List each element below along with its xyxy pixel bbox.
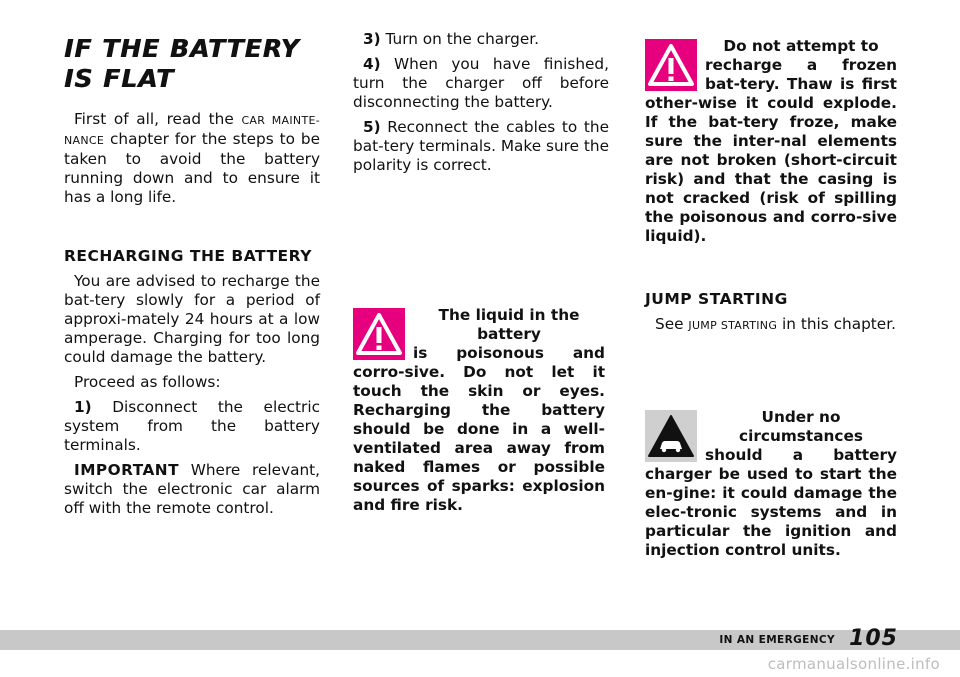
recharging-paragraph: You are advised to recharge the bat-tery slowly for a period of approxi-mately 24 hours at a low amperage. Charging for too long could damage the battery.	[64, 272, 320, 366]
footer-band	[0, 626, 960, 651]
important-label: IMPORTANT	[74, 461, 180, 479]
warning-battery-liquid: The liquid in the battery is poisonous and corro-sive. Do not let it touch the skin or eyes. Recharging the battery should be done in a well-ventilated area away from naked flames or possible sources of sparks: explosion and fire risk.	[353, 306, 605, 514]
warning-triangle-icon	[353, 308, 405, 360]
important-note: IMPORTANT Where relevant, switch the electronic car alarm off with the remote control.	[64, 461, 320, 517]
step-3: 3) Turn on the charger.	[363, 30, 540, 48]
title-line-2: IS FLAT	[64, 64, 175, 93]
step-4: 4) When you have finished, turn the charger off before disconnecting the battery.	[353, 55, 609, 111]
jump-starting-section	[645, 290, 897, 341]
section-reference: JUMP STARTING	[688, 319, 778, 332]
step-1-number: 1)	[74, 398, 92, 416]
chapter-reference: CAR MAINTE-NANCE	[64, 114, 320, 147]
intro-paragraph: First of all, read the CAR MAINTE-NANCE chapter for the steps to be taken to avoid the battery running down and to ensure it has a long life.	[64, 110, 320, 206]
section-label: IN AN EMERGENCY	[719, 634, 835, 646]
step-1: 1) Disconnect the electric system from the battery terminals.	[64, 398, 320, 454]
column-left	[64, 30, 320, 524]
watermark: carmanualsonline.info	[767, 655, 940, 673]
jump-starting-heading: JUMP STARTING	[645, 290, 788, 308]
car-caution-icon	[645, 410, 697, 462]
warning-frozen-battery: Do not attempt to recharge a frozen bat-tery. Thaw is first other-wise it could explode. If the bat-tery froze, make sure the inter-nal elements are not broken (short-circuit risk) and that the casing is not cracked (risk of spilling the poisonous and corro-sive liquid).	[645, 37, 897, 245]
caution-battery-charger: Under no circumstances should a battery charger be used to start the en-gine: it could damage the elec-tronic systems and in particular the ignition and injection control units.	[645, 408, 897, 559]
title-line-1: IF THE BATTERY	[64, 34, 300, 63]
warning-triangle-icon	[645, 39, 697, 91]
step-5: 5) Reconnect the cables to the bat-tery terminals. Make sure the polarity is correct.	[353, 118, 609, 174]
column-middle	[353, 30, 609, 181]
page-title	[64, 34, 320, 94]
page-number: 105	[849, 626, 898, 651]
jump-starting-paragraph: See JUMP STARTING in this chapter.	[655, 315, 896, 333]
proceed-paragraph: Proceed as follows:	[74, 373, 221, 391]
recharging-heading: RECHARGING THE BATTERY	[64, 247, 312, 265]
